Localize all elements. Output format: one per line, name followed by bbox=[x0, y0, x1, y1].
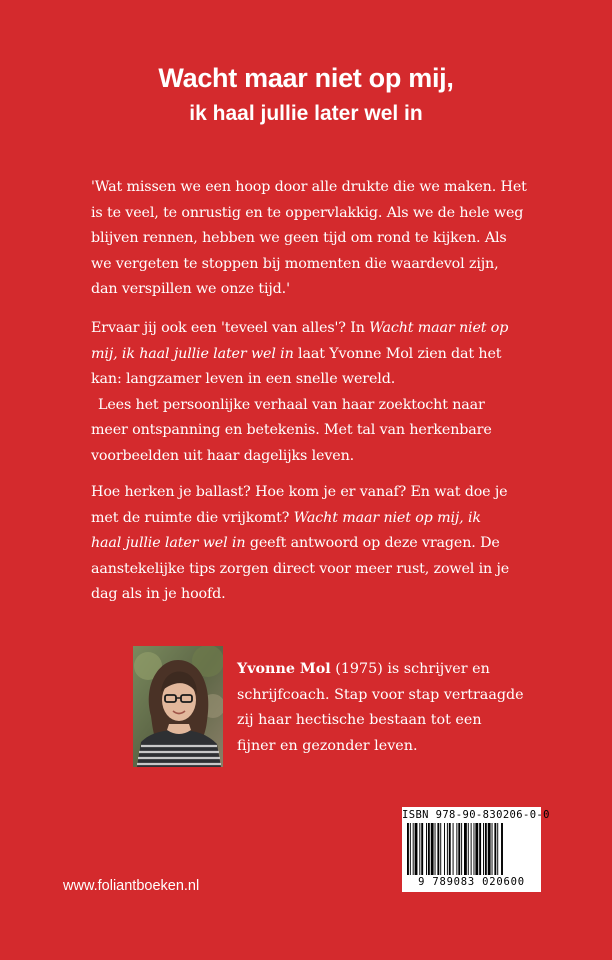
barcode-bar bbox=[479, 823, 481, 875]
blurb-line: meer ontspanning en betekenis. Met tal van herkenbare bbox=[91, 422, 492, 438]
barcode-bar bbox=[464, 823, 467, 875]
blurb-line: blijven rennen, hebben we geen tijd om rond te kijken. Als bbox=[91, 230, 507, 246]
blurb-title-italic: Wacht maar niet op mij, ik bbox=[293, 509, 481, 526]
blurb-questions bbox=[91, 480, 531, 608]
blurb-line: Lees het persoonlijke verhaal van haar zoektocht naar bbox=[98, 396, 485, 413]
blurb-intro bbox=[91, 316, 531, 469]
blurb-title-italic: mij, ik haal jullie later wel in bbox=[91, 345, 294, 362]
barcode-bar bbox=[413, 823, 414, 875]
blurb-line: 'Wat missen we een hoop door alle drukte die we maken. Het bbox=[91, 179, 527, 195]
author-bio-line bbox=[237, 657, 537, 683]
barcode-bar bbox=[497, 823, 498, 875]
barcode-bar bbox=[431, 823, 434, 875]
blurb-title-italic: Wacht maar niet op bbox=[369, 320, 509, 336]
book-title: Wacht maar niet op mij, bbox=[158, 63, 454, 93]
blurb-line: kan: langzamer leven in een snelle wereld. bbox=[91, 371, 396, 387]
barcode-bar bbox=[456, 823, 457, 875]
barcode-bar bbox=[447, 823, 448, 875]
barcode-bar bbox=[428, 823, 430, 875]
barcode-bar bbox=[485, 823, 487, 875]
barcode-bar bbox=[461, 823, 462, 875]
barcode-bar bbox=[410, 823, 411, 875]
blurb-text: geeft antwoord op deze vragen. De bbox=[245, 535, 500, 551]
barcode-bar bbox=[468, 823, 469, 875]
barcode-bar bbox=[458, 823, 460, 875]
author-photo bbox=[133, 646, 223, 767]
blurb-line: Hoe herken je ballast? Hoe kom je er vanaf? En wat doe je bbox=[91, 484, 508, 500]
author-bio-text: (1975) is schrijver en bbox=[330, 661, 490, 677]
barcode-bar bbox=[407, 823, 409, 875]
barcode-bar bbox=[421, 823, 423, 875]
isbn-label: ISBN 978-90-830206-0-0 bbox=[402, 809, 550, 821]
author-name: Yvonne Mol bbox=[237, 661, 331, 677]
barcode-bar bbox=[471, 823, 472, 875]
blurb-line: voorbeelden uit haar dagelijks leven. bbox=[91, 447, 355, 464]
author-bio bbox=[237, 657, 537, 759]
blurb-text: Ervaar jij ook een 'teveel van alles'? In bbox=[91, 320, 370, 336]
barcode-bar bbox=[494, 823, 496, 875]
barcode-bars bbox=[406, 823, 537, 875]
barcode-bar bbox=[435, 823, 436, 875]
barcode-bar bbox=[444, 823, 445, 875]
blurb-text: laat Yvonne Mol zien dat het bbox=[293, 345, 502, 362]
author-bio-line: schrijfcoach. Stap voor stap vertraagde bbox=[237, 686, 524, 703]
barcode-bar bbox=[483, 823, 484, 875]
barcode-bar bbox=[419, 823, 420, 875]
blurb-line: dan verspillen we onze tijd.' bbox=[91, 281, 290, 297]
barcode-bar bbox=[449, 823, 451, 875]
blurb-line: aanstekelijke tips zorgen direct voor meer rust, zowel in je bbox=[91, 560, 510, 577]
blurb-line bbox=[91, 342, 531, 368]
book-subtitle: ik haal jullie later wel in bbox=[189, 102, 423, 125]
publisher-website[interactable]: www.foliantboeken.nl bbox=[63, 878, 200, 894]
barcode-bar bbox=[474, 823, 475, 875]
barcode-digits: 9 789083 020600 bbox=[418, 876, 525, 888]
blurb-line: is te veel, te onrustig en te oppervlakkig. Als we de hele weg bbox=[91, 204, 524, 221]
isbn-barcode bbox=[402, 807, 550, 892]
blurb-line: we vergeten te stoppen bij momenten die waardevol zijn, bbox=[91, 255, 499, 272]
author-bio-line: fijner en gezonder leven. bbox=[237, 737, 418, 754]
author-bio-line: zij haar hectische bestaan tot een bbox=[237, 712, 482, 728]
barcode-bar bbox=[501, 823, 503, 875]
barcode-bar bbox=[488, 823, 491, 875]
barcode-bar bbox=[440, 823, 441, 875]
blurb-line bbox=[91, 316, 531, 342]
barcode-bar bbox=[415, 823, 418, 875]
blurb-line bbox=[91, 506, 531, 532]
barcode-bar bbox=[426, 823, 427, 875]
barcode-bar bbox=[437, 823, 439, 875]
blurb-text: met de ruimte die vrijkomt? bbox=[91, 509, 294, 526]
author-portrait bbox=[133, 646, 223, 767]
blurb-line bbox=[91, 531, 531, 557]
blurb-title-italic: haal jullie later wel in bbox=[91, 535, 246, 551]
barcode-bar bbox=[492, 823, 493, 875]
barcode-bar bbox=[475, 823, 478, 875]
barcode-bar bbox=[453, 823, 454, 875]
blurb-quote bbox=[91, 175, 531, 303]
blurb-line: dag als in je hoofd. bbox=[91, 586, 226, 602]
